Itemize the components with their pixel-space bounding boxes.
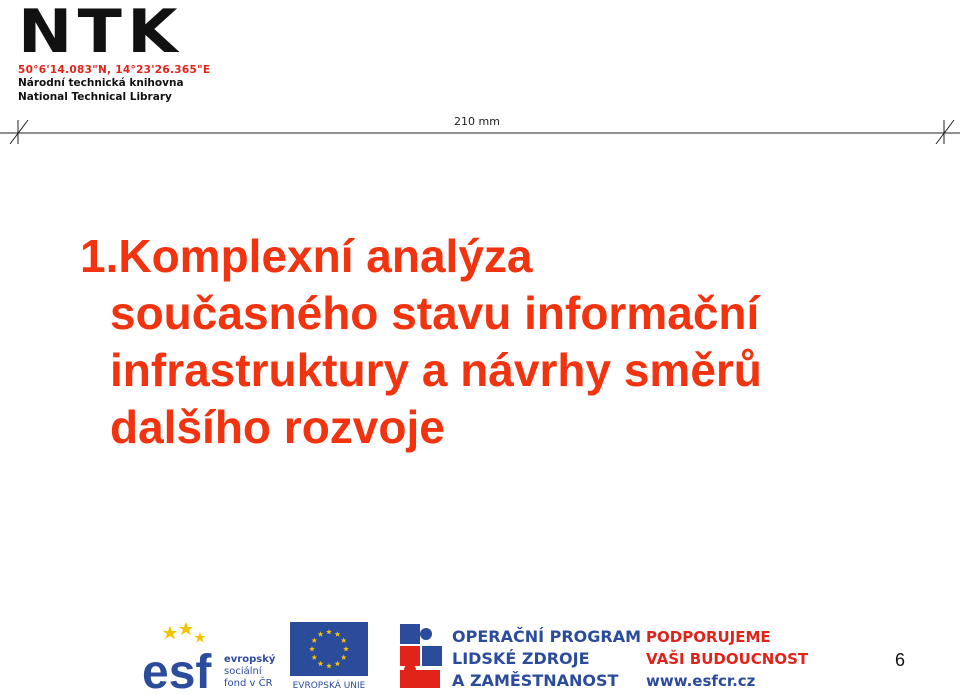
esf-text-line-1: evropský [224, 654, 276, 665]
title-line-2: současného stavu informační [110, 287, 760, 339]
op-line-1: OPERAČNÍ PROGRAM [452, 627, 642, 646]
slide-title [80, 228, 900, 456]
esf-text-line-3: fond v ČR [224, 678, 273, 689]
ntk-coordinates: 50°6'14.083"N, 14°23'26.365"E [18, 64, 211, 76]
ntk-logo-mark: NTK [18, 0, 183, 67]
ntk-logo [18, 0, 218, 104]
measurement-slash-right [936, 120, 954, 144]
title-line-1: 1.Komplexní analýza [80, 230, 533, 282]
ntk-name-en: National Technical Library [18, 91, 172, 103]
title-line-3: infrastruktury a návrhy směrů [110, 344, 762, 396]
op-line-2: LIDSKÉ ZDROJE [452, 649, 590, 668]
esf-logo-mark: esf [142, 646, 212, 692]
title-line-4: dalšího rozvoje [110, 401, 445, 453]
eu-label: EVROPSKÁ UNIE [292, 681, 366, 691]
support-slogan [646, 626, 808, 692]
op-line-3: A ZAMĚSTNANOST [452, 671, 619, 690]
puzzle-icon [396, 620, 448, 692]
support-line-2: VAŠI BUDOUCNOST [646, 650, 809, 668]
measurement-slash-left [10, 120, 28, 144]
esf-logo [140, 620, 282, 692]
eu-flag [288, 620, 370, 692]
esf-text-line-2: sociální [224, 666, 262, 677]
esfcr-link[interactable]: www.esfcr.cz [646, 672, 756, 690]
esf-banner [140, 620, 809, 692]
measurement-label: 210 mm [454, 115, 500, 128]
support-line-1: PODPORUJEME [646, 628, 771, 646]
page-number: 6 [895, 650, 906, 670]
ntk-name-cz: Národní technická knihovna [18, 77, 184, 89]
op-program-text [452, 626, 641, 692]
op-logo [396, 620, 642, 692]
